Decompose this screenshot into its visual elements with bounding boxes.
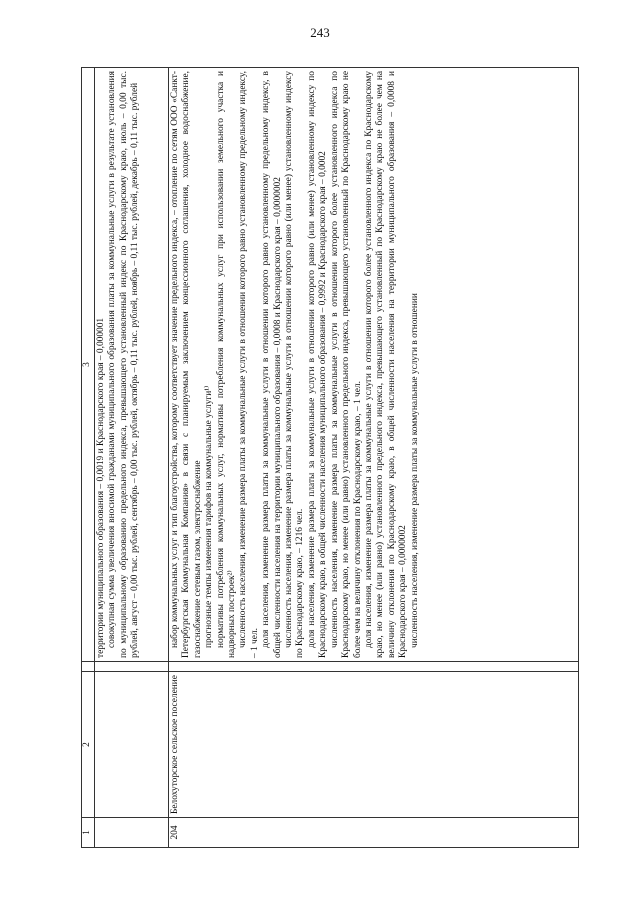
row-paragraph: доля населения, изменение размера платы за коммунальные услуги в отношении которого более установленного индекса по Краснодарскому краю, но менее (или равно) установленного предельного индекса, превышающего установленный по Краснодарскому краю не более чем на величину отклонения по Краснодарскому краю, в общей численности населения на территории муниципального образования – 0,0008 и Краснодарского края – 0,0000002 (363, 71, 409, 658)
continuation-paragraph: территории муниципального образования – 0,0019 и Краснодарского края – 0,000001 (96, 317, 106, 658)
table-row (169, 68, 579, 848)
row-number: 204 (169, 818, 579, 848)
row-paragraph: численность населения, изменение размера платы за коммунальные услуги в отношении (409, 293, 420, 648)
row-paragraph: нормативы потребления коммунальных услуг, нормативы потребления коммунальных услуг при использовании земельного участка и надворных построек²⁾ (215, 71, 238, 658)
row-paragraph: доля населения, изменение размера платы за коммунальные услуги в отношении которого равно (или менее) установленному индексу по Краснодарскому краю, в общей численности населения муниципального образования – 0,9992 и Краснодарского края – 0,0002 (306, 71, 329, 658)
row-paragraph: численность населения, изменение размера платы за коммунальные услуги в отношении которого равно установленному предельному индексу, – 1 чел. (238, 71, 260, 658)
table-row-continuation (95, 68, 169, 848)
column-header-2: 2 (82, 672, 95, 818)
column-header-3: 3 (82, 68, 95, 662)
page-number: 243 (310, 25, 330, 40)
table-header-row (82, 68, 95, 848)
continuation-name-cell (95, 672, 169, 818)
continuation-number-cell (95, 818, 169, 848)
rotated-table-block (81, 68, 579, 848)
row-paragraph: численность населения, изменение размера платы за коммунальные услуги в отношении которого более установленного индекса по Краснодарскому краю, но менее (или равно) установленного предельного индекса, превышающего установленный по Краснодарскому краю не более чем на величину отклонения по Краснодарскому краю, – 1 чел. (329, 71, 363, 658)
row-content-cell (169, 68, 579, 662)
row-paragraph: доля населения, изменение размера платы за коммунальные услуги в отношении которого равно установленному предельному индексу, в общей численности населения на территории муниципального образования – 0,0008 и Краснодарского края – 0,0000002 (261, 71, 283, 658)
row-paragraph: набор коммунальных услуг и тип благоустройства, которому соответствует значение предельного индекса, – отопление по сетям ООО «Санкт-Петербургская Коммунальная Компания» в связи с планируемым заключением концессионного соглашения, холодное водоснабжение, газоснабжение сетевым газом, электроснабжение (170, 71, 203, 658)
continuation-paragraph: совокупная сумма увеличения вносимой гражданами муниципального образования платы за коммунальные услуги в результате установления по муниципальному образованию предельного индекса, превышающего установленный индекс по Краснодарскому краю, июль – 0,00 тыс. рублей, август – 0,00 тыс. рублей, сентябрь – 0,00 тыс. рублей, октябрь – 0,11 тыс. рублей, ноябрь – 0,11 тыс. рублей, декабрь – 0,11 тыс. рублей (107, 71, 141, 658)
column-header-1: 1 (82, 818, 95, 848)
continuation-spacer-cell (95, 662, 169, 672)
row-paragraph: численность населения, изменение размера платы за коммунальные услуги в отношении которого равно (или менее) установленному индексу по Краснодарскому краю, – 1216 чел. (284, 71, 306, 658)
row-spacer-cell (169, 662, 579, 672)
document-table (81, 67, 579, 848)
column-header-spacer (82, 662, 95, 672)
row-paragraph: прогнозные темпы изменения тарифов на коммунальные услуги¹⁾ (204, 385, 215, 648)
row-municipality-name: Белохуторское сельское поселение (169, 672, 579, 818)
continuation-content-cell (95, 68, 169, 662)
